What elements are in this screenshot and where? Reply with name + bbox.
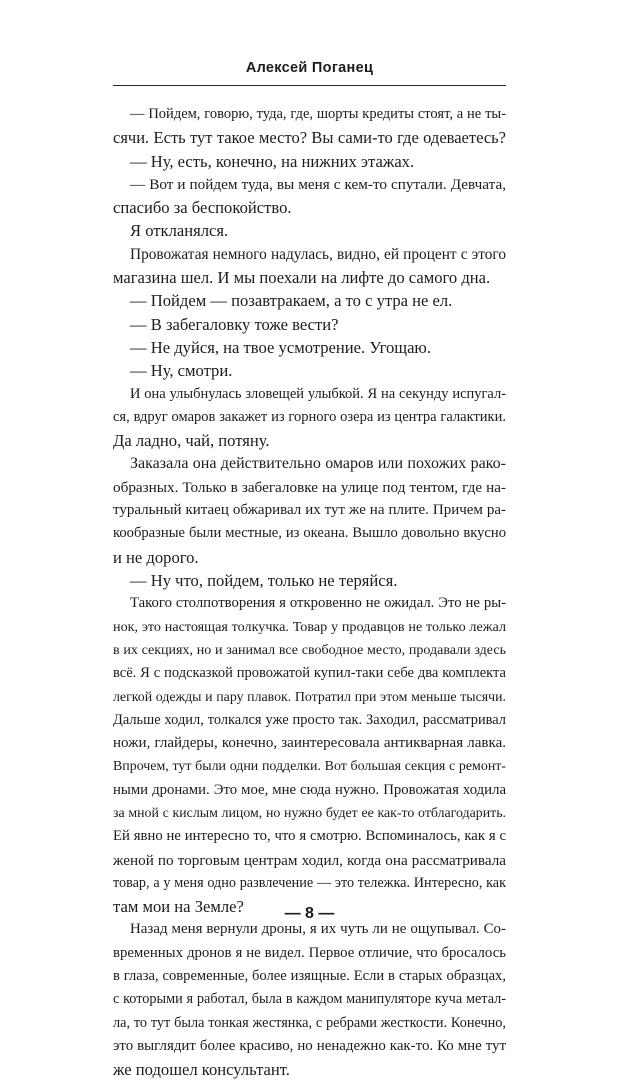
text-line: Дальше ходил, толкался уже просто так. Заходил, рассматривал <box>113 711 506 728</box>
text-line: — Вот и пойдем туда, вы меня с кем-то спутали. Девчата, <box>130 175 506 193</box>
text-line: в глаза, современные, более изящные. Если в старых образцах, <box>113 967 506 984</box>
text-line: легкой одежды и пару плавок. Потратил при этом меньше тысячи. <box>113 689 506 705</box>
text-line: Да ладно, чай, потяну. <box>113 431 270 451</box>
text-line: — Не дуйся, на твое усмотрение. Угощаю. <box>130 337 431 357</box>
text-line: с которыми я работал, была в каждом манипуляторе куча метал- <box>113 991 506 1008</box>
text-line: там мои на Земле? <box>113 897 244 917</box>
text-line: всё. Я с подсказкой провожатой купил-таки себе два комплекта <box>113 665 506 682</box>
text-line: — В забегаловку тоже вести? <box>130 314 339 334</box>
text-line: за мной с кислым лицом, но нужно будет ее как-то отблагодарить. <box>113 805 506 821</box>
text-line: ными дронами. Это мое, мне сюда нужно. Провожатая ходила <box>113 781 506 798</box>
text-line: Провожатая немного надулась, видно, ей процент с этого <box>130 245 506 263</box>
text-line: же подошел консультант. <box>113 1060 290 1080</box>
text-line: нок, это настоящая толкучка. Товар у продавцов не только лежал <box>113 618 506 635</box>
text-line: Заказала она действительно омаров или похожих рако- <box>130 455 506 473</box>
text-line: образных. Только в забегаловке на улице под тентом, где на- <box>113 478 506 496</box>
header-divider <box>113 85 506 86</box>
text-line: — Пойдем — позавтракаем, а то с утра не ел. <box>130 291 453 311</box>
text-line: И она улыбнулась зловещей улыбкой. Я на секунду испугал- <box>130 385 506 402</box>
body-text <box>113 103 506 1081</box>
text-line: — Пойдем, говорю, туда, где, шорты кредиты стоят, а не ты- <box>130 106 506 122</box>
text-line: ла, то тут была тонкая жестянка, с ребрами жесткости. Конечно, <box>113 1014 506 1031</box>
text-line: и не дорого. <box>113 547 199 567</box>
text-line: товар, а у меня одно развлечение — это тележка. Интересно, как <box>113 874 506 891</box>
text-line: — Ну что, пойдем, только не теряйся. <box>130 570 398 590</box>
text-line: это выглядит более красиво, но ненадежно как-то. Ко мне тут <box>113 1037 506 1054</box>
text-line: — Ну, есть, конечно, на нижних этажах. <box>130 151 415 171</box>
text-line: ножи, глайдеры, конечно, заинтересовала антикварная лавка. <box>113 735 506 752</box>
text-line: магазина шел. И мы поехали на лифте до самого дна. <box>113 268 491 288</box>
text-line: Такого столпотворения я откровенно не ожидал. Это не ры- <box>130 595 506 612</box>
text-line: женой по торговым центрам ходил, когда она рассматривала <box>113 851 506 869</box>
text-line: туральный китаец обжаривал их тут же на плите. Причем ра- <box>113 502 506 519</box>
text-line: сячи. Есть тут такое место? Вы сами-то где одеваетесь? <box>113 128 506 148</box>
text-line: в их секциях, но и занимал все свободное место, продавали здесь <box>113 641 506 658</box>
text-line: Я откланялся. <box>130 221 229 241</box>
text-line: Впрочем, тут были одни подделки. Вот большая секция с ремонт- <box>113 759 506 775</box>
text-line: временных дронов я не видел. Первое отличие, что бросалось <box>113 944 506 961</box>
text-line: кообразные были местные, из океана. Вышло довольно вкусно <box>113 525 506 542</box>
text-line: Назад меня вернули дроны, я их чуть ли не ощупывал. Со- <box>130 921 506 938</box>
text-line: ся, вдруг омаров закажет из горного озера из центра галактики. <box>113 408 506 425</box>
text-line: спасибо за беспокойство. <box>113 198 292 218</box>
page-number: — 8 — <box>284 905 335 922</box>
running-header-author: Алексей Поганец <box>245 60 374 76</box>
text-line: Ей явно не интересно то, что я смотрю. Вспоминалось, как я с <box>113 828 506 845</box>
text-line: — Ну, смотри. <box>130 361 233 381</box>
